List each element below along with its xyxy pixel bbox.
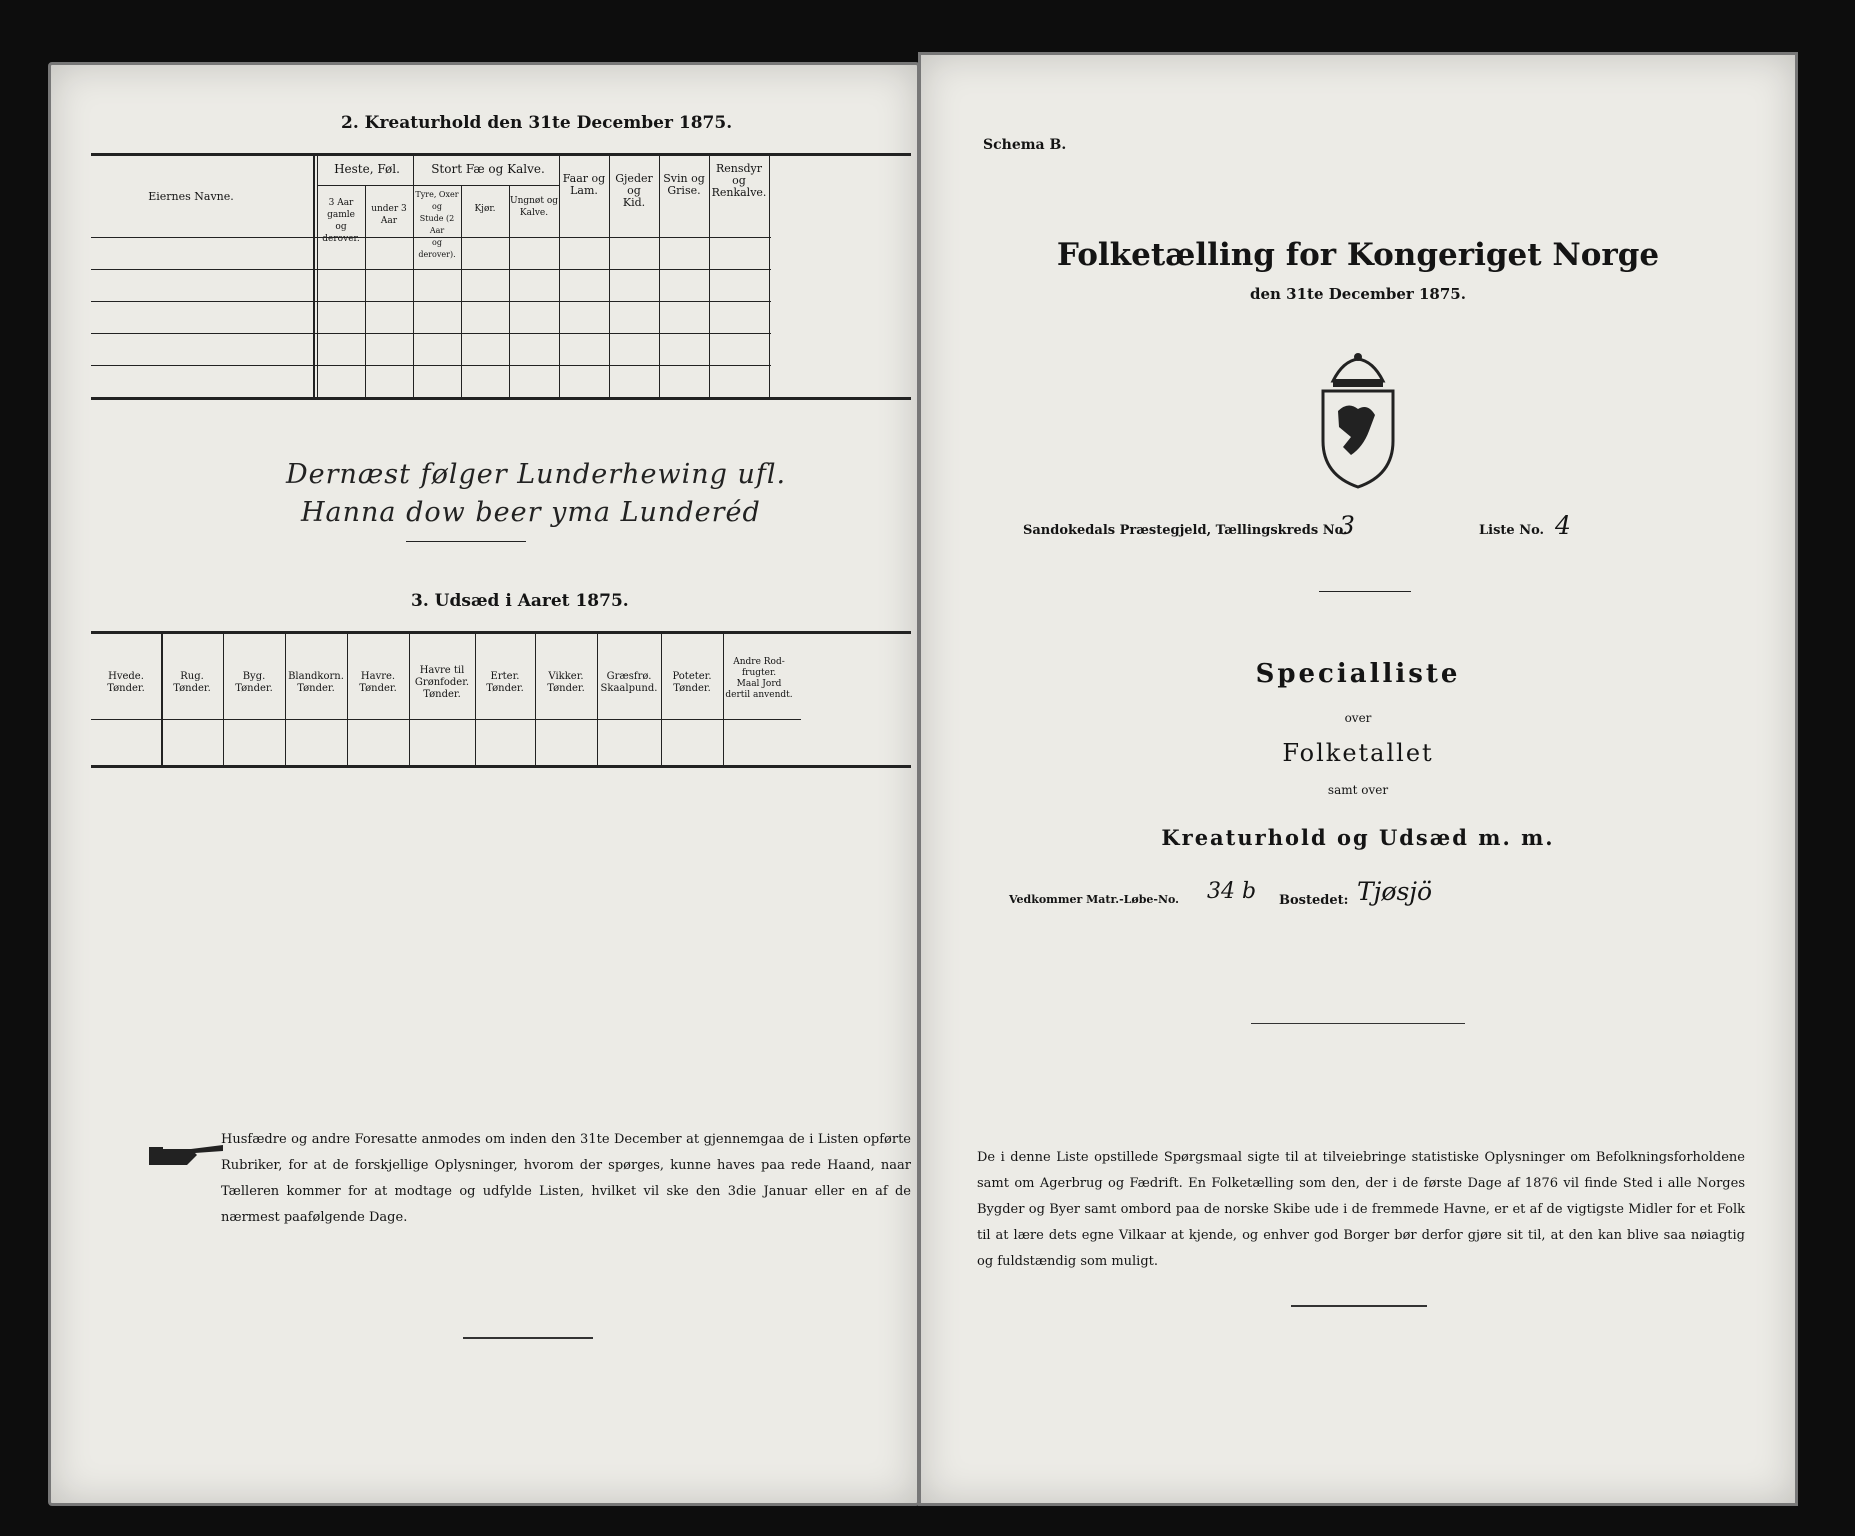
table-row bbox=[91, 365, 771, 366]
col-divider bbox=[413, 155, 414, 397]
matr-label: Vedkommer Matr.-Løbe-No. bbox=[1009, 893, 1179, 906]
divider bbox=[1319, 591, 1411, 592]
footer-rule bbox=[1291, 1305, 1427, 1307]
schema-label: Schema B. bbox=[983, 137, 1067, 153]
coat-of-arms-icon bbox=[1303, 351, 1413, 491]
col-owner-name: Eiernes Navne. bbox=[148, 190, 234, 203]
handwritten-note-line2: Hanna dow beer yma Lunderéd bbox=[301, 497, 761, 528]
udsaed-divider bbox=[475, 633, 476, 765]
page-subtitle: den 31te December 1875. bbox=[1250, 285, 1466, 303]
bosted-label: Bostedet: bbox=[1279, 893, 1349, 908]
kreds-no-value: 3 bbox=[1339, 511, 1355, 540]
col-kjor: Kjør. bbox=[474, 204, 496, 214]
left-page bbox=[48, 62, 920, 1506]
divider bbox=[406, 541, 526, 542]
udsaed-divider bbox=[285, 633, 286, 765]
group-heste: Heste, Føl. bbox=[334, 162, 400, 176]
table-row bbox=[91, 301, 771, 302]
notice-text: Husfædre og andre Foresatte anmodes om inden den 31te December at gjennemgaa de i Listen opførte Rubriker, for at de forskjellige Oplysninger, hvorom der spørges, kunne haves paa rede Haand, naar Tælleren kommer for at modtage og udfylde Listen, hvilket vil ske den 3die Januar eller en af de nærmest paafølgende Dage. bbox=[221, 1132, 911, 1225]
col-divider bbox=[709, 155, 710, 397]
kreaturhold-title: Kreaturhold og Udsæd m. m. bbox=[1161, 825, 1555, 850]
col-ungnot: Ungnøt og Kalve. bbox=[509, 196, 558, 218]
udsaed-col-graesfro: Græsfrø. Skaalpund. bbox=[600, 671, 658, 694]
udsaed-col-erter: Erter. Tønder. bbox=[486, 671, 524, 694]
liste-label: Liste No. bbox=[1479, 523, 1545, 538]
col-divider bbox=[509, 185, 510, 397]
header-bottom-rule bbox=[91, 237, 771, 238]
matr-no-value: 34 b bbox=[1207, 879, 1257, 904]
udsaed-divider bbox=[535, 633, 536, 765]
udsaed-divider bbox=[161, 633, 163, 765]
col-tyre: Tyre, Oxer og Stude (2 Aar og derover). bbox=[415, 190, 459, 259]
bottom-notice-text: De i denne Liste opstillede Spørgsmaal sigte til at tilveiebringe statistiske Oplysninger om Befolkningsforholdene samt om Agerbrug og Fædrift. En Folketælling som den, der i de første Dage af 1876 vil finde Sted i alle Norges Bygder og Byer samt ombord paa de norske Skibe ude i de fremmede Havne, er et af de vigtigste Midler for et Folk til at lære dets egne Vilkaar at kjende, og enhver god Borger bør derfor gjøre sit til, at den kan blive saa nøiagtig og fuldstændig som muligt. bbox=[977, 1150, 1745, 1269]
col-divider bbox=[317, 155, 318, 397]
col-gjeder: Gjeder og Kid. bbox=[615, 172, 653, 209]
udsaed-divider bbox=[597, 633, 598, 765]
udsaed-divider bbox=[347, 633, 348, 765]
udsaed-col-hvede: Hvede. Tønder. bbox=[107, 671, 145, 694]
udsaed-col-blandkorn: Blandkorn. Tønder. bbox=[288, 671, 344, 694]
pointing-hand-icon bbox=[147, 1141, 225, 1169]
col-divider bbox=[659, 155, 660, 397]
liste-no-value: 4 bbox=[1555, 511, 1571, 540]
section3-top-rule bbox=[91, 631, 911, 634]
section2-title: 2. Kreaturhold den 31te December 1875. bbox=[341, 113, 733, 133]
udsaed-divider bbox=[723, 633, 724, 765]
col-divider bbox=[769, 155, 770, 397]
col-divider bbox=[461, 185, 462, 397]
col-divider bbox=[313, 155, 315, 397]
col-rensdyr: Rensdyr og Renkalve. bbox=[711, 162, 767, 199]
table-row bbox=[91, 333, 771, 334]
udsaed-col-vikker: Vikker. Tønder. bbox=[547, 671, 585, 694]
col-faar: Faar og Lam. bbox=[562, 172, 606, 197]
subheader-rule bbox=[317, 185, 559, 186]
page-title: Folketælling for Kongeriget Norge bbox=[1056, 237, 1660, 273]
udsaed-divider bbox=[661, 633, 662, 765]
divider bbox=[1251, 1023, 1465, 1024]
right-page bbox=[918, 52, 1798, 1506]
table-row bbox=[91, 269, 771, 270]
group-stort-fae: Stort Fæ og Kalve. bbox=[431, 162, 545, 176]
col-divider bbox=[365, 185, 366, 397]
section3-bottom-rule bbox=[91, 765, 911, 768]
udsaed-divider bbox=[409, 633, 410, 765]
specialliste-title: Specialliste bbox=[1255, 659, 1461, 689]
col-heste-young: under 3 Aar bbox=[371, 204, 407, 226]
udsaed-col-poteter: Poteter. Tønder. bbox=[672, 671, 712, 694]
prestegjeld-label: Sandokedals Præstegjeld, Tællingskreds No. bbox=[1023, 523, 1348, 538]
col-heste-old: 3 Aar gamle og derover. bbox=[322, 198, 360, 244]
udsaed-col-byg: Byg. Tønder. bbox=[235, 671, 273, 694]
udsaed-col-havre-gronfoder: Havre til Grønfoder. Tønder. bbox=[414, 665, 470, 700]
handwritten-note-line1: Dernæst følger Lunderhewing ufl. bbox=[286, 459, 787, 490]
table-bottom-rule bbox=[91, 397, 911, 400]
col-svin: Svin og Grise. bbox=[663, 172, 705, 197]
samt-over-text: samt over bbox=[1327, 783, 1389, 797]
folketallet-title: Folketallet bbox=[1282, 739, 1434, 767]
over-text: over bbox=[1344, 711, 1372, 725]
bosted-value: Tjøsjö bbox=[1357, 877, 1433, 906]
section3-header-rule bbox=[91, 719, 801, 720]
udsaed-col-rug: Rug. Tønder. bbox=[173, 671, 211, 694]
col-divider bbox=[559, 155, 560, 397]
footer-rule bbox=[463, 1337, 593, 1339]
udsaed-divider bbox=[223, 633, 224, 765]
col-divider bbox=[609, 155, 610, 397]
table-top-rule bbox=[91, 153, 911, 156]
section3-title: 3. Udsæd i Aaret 1875. bbox=[411, 591, 629, 611]
udsaed-col-havre: Havre. Tønder. bbox=[359, 671, 397, 694]
udsaed-col-andre-rodfrugter: Andre Rod- frugter. Maal Jord dertil anvendt. bbox=[725, 657, 793, 700]
